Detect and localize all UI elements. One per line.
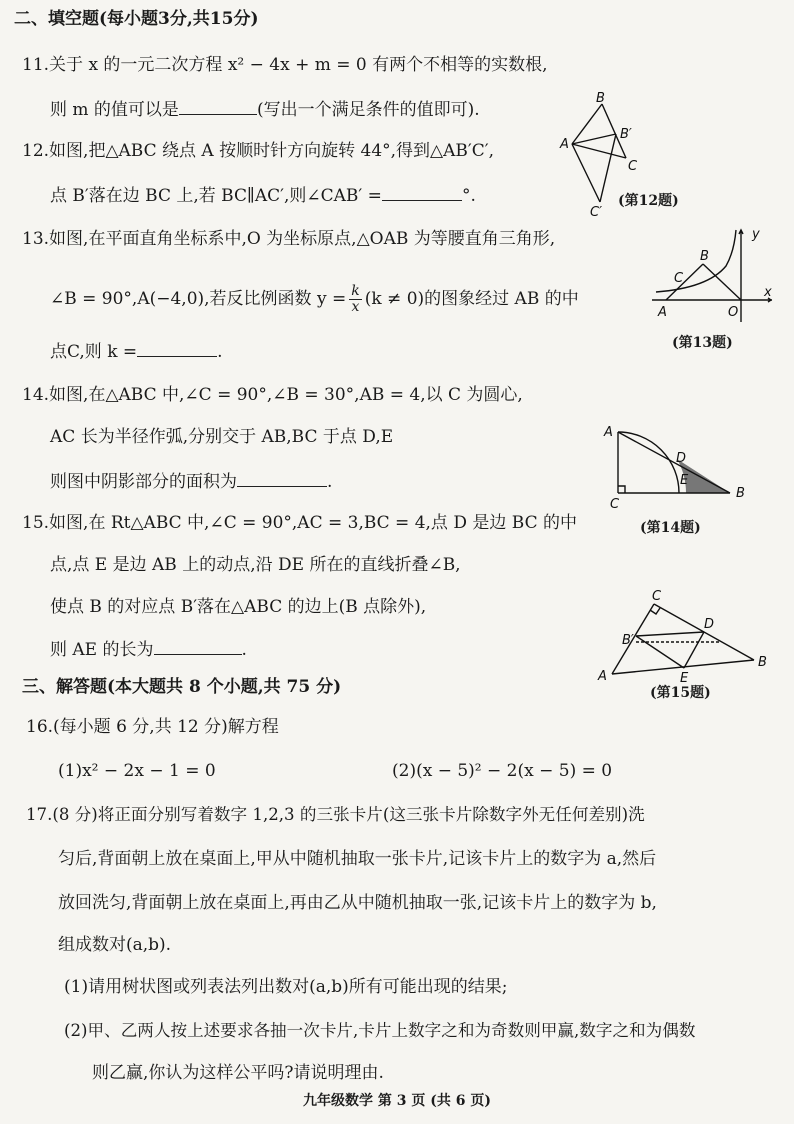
q14-label-e: E: [680, 473, 689, 488]
q13-fraction-numerator: k: [351, 283, 360, 299]
q13-label-y: y: [752, 227, 760, 242]
q15-line3: 使点 B 的对应点 B′落在△ABC 的边上(B 点除外),: [50, 597, 427, 617]
q13-line3-pre: 点C,则 k =: [50, 342, 138, 362]
q14-answer-blank[interactable]: [237, 470, 327, 487]
q13-label-c: C: [674, 271, 684, 286]
q12-segment-ac: [572, 144, 626, 158]
q12-label-b: B: [596, 91, 605, 106]
q12-segment-b-prime-c-prime: [600, 134, 616, 202]
q14-label-d: D: [676, 451, 687, 466]
q13-line3: [50, 340, 223, 363]
section-heading-fill-in: 二、填空题(每小题3分,共15分): [14, 9, 259, 29]
q14-arc-de: [618, 432, 679, 493]
q14-label-b: B: [736, 486, 745, 501]
q13-line1: 13.如图,在平面直角坐标系中,O 为坐标原点,△OAB 为等腰直角三角形,: [22, 229, 556, 249]
q12-label-c: C: [628, 159, 638, 174]
q16-line1: 16.(每小题 6 分,共 12 分)解方程: [26, 717, 279, 737]
q17-part1: (1)请用树状图或列表法列出数对(a,b)所有可能出现的结果;: [64, 977, 508, 997]
q13-figure: [648, 226, 778, 326]
q11-line1: 11.关于 x 的一元二次方程 x² − 4x + m = 0 有两个不相等的实数根,: [22, 55, 548, 75]
section-heading-solutions: 三、解答题(本大题共 8 个小题,共 75 分): [22, 677, 342, 697]
q13-line2-post: (k ≠ 0)的图象经过 AB 的中: [364, 289, 579, 309]
q15-segment-b-prime-e: [636, 636, 684, 668]
q14-line3: [50, 470, 332, 493]
q15-label-b: B: [758, 655, 767, 670]
q11-line2: [50, 98, 480, 121]
q14-label-c: C: [610, 497, 620, 512]
q15-line4: [50, 638, 247, 661]
q13-answer-blank[interactable]: [137, 340, 217, 357]
q12-line2: [50, 184, 476, 207]
q13-fraction-denominator: x: [351, 299, 360, 315]
page-footer: 九年级数学 第 3 页 (共 6 页): [303, 1093, 491, 1109]
q15-label-c: C: [652, 589, 662, 604]
q11-answer-blank[interactable]: [179, 98, 257, 115]
q15-caption: (第15题): [650, 685, 711, 701]
q13-fraction: [349, 284, 361, 315]
q13-line2-pre: ∠B = 90°,A(−4,0),若反比例函数 y =: [50, 289, 347, 309]
q17-line3: 放回洗匀,背面朝上放在桌面上,再由乙从中随机抽取一张,记该卡片上的数字为 b,: [58, 893, 657, 913]
q13-label-o: O: [728, 305, 739, 320]
q16-part1: (1)x² − 2x − 1 = 0: [58, 761, 216, 781]
q11-line2-post: (写出一个满足条件的值即可).: [256, 100, 480, 120]
q13-label-b: B: [700, 249, 709, 264]
q17-line2: 匀后,背面朝上放在桌面上,甲从中随机抽取一张卡片,记该卡片上的数字为 a,然后: [58, 849, 657, 869]
q17-line1: 17.(8 分)将正面分别写着数字 1,2,3 的三张卡片(这三张卡片除数字外无任何差别)洗: [26, 805, 645, 824]
q15-label-a: A: [598, 669, 607, 684]
q14-line1: 14.如图,在△ABC 中,∠C = 90°,∠B = 30°,AB = 4,以 C 为圆心,: [22, 385, 523, 405]
q17-part2-line2: 则乙赢,你认为这样公平吗?请说明理由.: [92, 1063, 384, 1083]
q12-segment-ac-prime: [572, 144, 600, 202]
q12-label-c-prime: C′: [590, 205, 603, 220]
q13-hyperbola-curve: [656, 230, 736, 292]
q12-label-a: A: [560, 137, 569, 152]
q15-line4-pre: 则 AE 的长为: [50, 640, 154, 660]
q12-label-b-prime: B′: [620, 127, 632, 142]
q15-figure: [594, 590, 774, 686]
q15-label-e: E: [680, 671, 689, 686]
q15-line2: 点,点 E 是边 AB 上的动点,沿 DE 所在的直线折叠∠B,: [50, 555, 461, 575]
q17-part2-line1: (2)甲、乙两人按上述要求各抽一次卡片,卡片上数字之和为奇数则甲赢,数字之和为偶数: [64, 1021, 696, 1040]
q12-line1: 12.如图,把△ABC 绕点 A 按顺时针方向旋转 44°,得到△AB′C′,: [22, 141, 495, 161]
q12-caption: (第12题): [618, 193, 679, 209]
q14-line2: AC 长为半径作弧,分别交于 AB,BC 于点 D,E: [50, 427, 394, 447]
q15-label-b-prime: B′: [622, 633, 634, 648]
q15-line4-post: .: [241, 640, 247, 660]
q15-label-d: D: [704, 617, 715, 632]
q14-caption: (第14题): [640, 520, 701, 536]
q14-line3-pre: 则图中阴影部分的面积为: [50, 472, 237, 492]
q13-label-a: A: [658, 305, 667, 320]
q15-line1: 15.如图,在 Rt△ABC 中,∠C = 90°,AC = 3,BC = 4,点 D 是边 BC 的中: [22, 513, 577, 533]
q13-segment-ab: [666, 264, 703, 300]
q14-line3-post: .: [327, 472, 333, 492]
q14-segment-ab: [618, 432, 730, 493]
q12-line2-pre: 点 B′落在边 BC 上,若 BC∥AC′,则∠CAB′ =: [50, 186, 382, 206]
q14-right-angle-mark: [618, 486, 625, 493]
q11-line2-pre: 则 m 的值可以是: [50, 100, 179, 120]
q15-answer-blank[interactable]: [154, 638, 242, 655]
q14-figure: [596, 424, 766, 514]
q15-segment-de: [684, 632, 704, 668]
q13-line3-post: .: [217, 342, 223, 362]
q15-segment-b-prime-d: [636, 632, 704, 636]
q14-label-a: A: [604, 425, 613, 440]
q13-line2: [50, 282, 579, 316]
q12-line2-post: °.: [461, 186, 476, 206]
q12-answer-blank[interactable]: [382, 184, 462, 201]
q17-line4: 组成数对(a,b).: [58, 935, 172, 955]
q13-caption: (第13题): [672, 335, 733, 351]
q16-part2: (2)(x − 5)² − 2(x − 5) = 0: [392, 761, 613, 781]
q13-label-x: x: [764, 285, 772, 300]
